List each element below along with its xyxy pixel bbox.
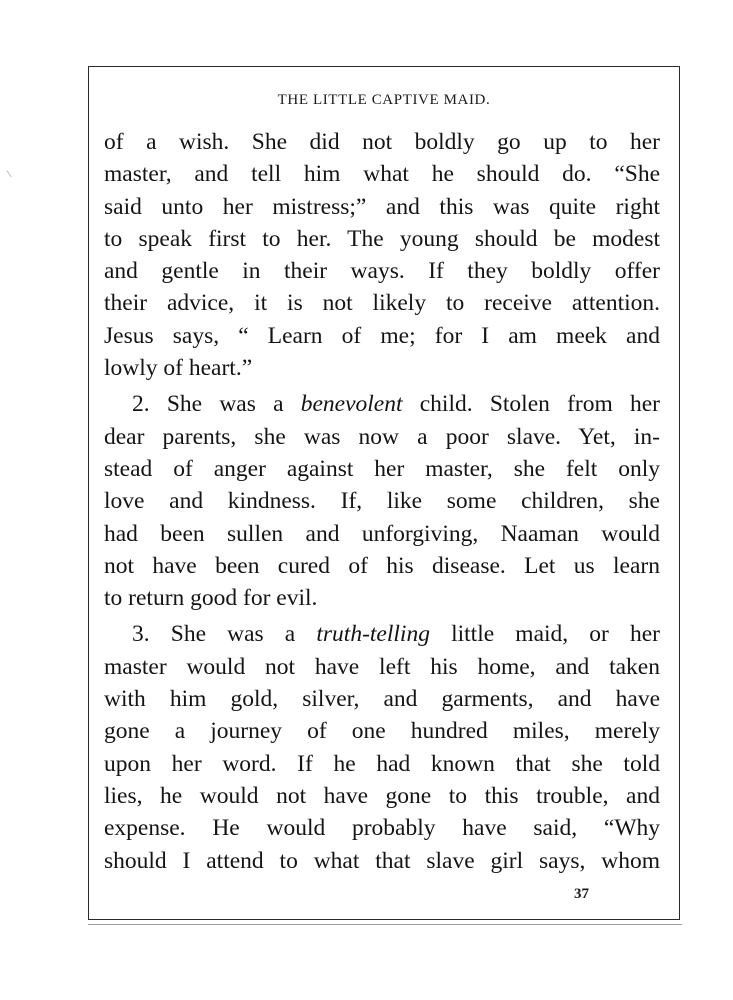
text-line: should I attend to what that slave girl says, whom xyxy=(104,847,660,874)
frame-rule-bottom xyxy=(88,924,682,925)
text-line: gone a journey of one hundred miles, merely xyxy=(104,718,660,745)
text-line: expense. He would probably have said, “Why xyxy=(104,815,660,842)
running-head: THE LITTLE CAPTIVE MAID. xyxy=(277,92,491,108)
emphasis-truth-telling: truth-telling xyxy=(316,621,430,648)
text-line: master, and tell him what he should do. “She xyxy=(104,161,660,188)
emphasis-benevolent: benevolent xyxy=(300,391,403,418)
text-run: 2. She was a xyxy=(132,391,301,418)
text-line: not have been cured of his disease. Let us learn xyxy=(104,552,660,579)
text-line: master would not have left his home, and taken xyxy=(104,653,660,680)
text-line: love and kindness. If, like some children, she xyxy=(104,488,660,515)
text-line: and gentle in their ways. If they boldly offer xyxy=(104,258,660,285)
text-line: stead of anger against her master, she felt only xyxy=(104,455,660,482)
text-line: lowly of heart.” xyxy=(104,355,253,382)
text-line: to speak first to her. The young should be modest xyxy=(104,225,660,252)
text-line: upon her word. If he had known that she told xyxy=(104,750,660,777)
margin-mark xyxy=(6,167,16,178)
text-line xyxy=(104,618,660,650)
text-run: 3. She was a xyxy=(132,621,317,648)
text-line: of a wish. She did not boldly go up to her xyxy=(104,129,660,155)
text-line: their advice, it is not likely to receive attention. xyxy=(104,290,660,317)
text-line: with him gold, silver, and garments, and have xyxy=(104,686,660,713)
text-line: to return good for evil. xyxy=(104,585,318,612)
text-line: lies, he would not have gone to this trouble, and xyxy=(104,782,660,809)
page-number: 37 xyxy=(574,886,589,902)
text-line: dear parents, she was now a poor slave. Yet, in- xyxy=(104,423,660,450)
text-run: child. Stolen from her xyxy=(402,391,660,418)
text-line xyxy=(104,388,660,420)
text-line: Jesus says, “ Learn of me; for I am meek and xyxy=(104,322,660,349)
page-body xyxy=(104,126,660,877)
text-run: little maid, or her xyxy=(429,621,660,648)
text-line: had been sullen and unforgiving, Naaman would xyxy=(104,520,660,547)
text-line: said unto her mistress;” and this was quite right xyxy=(104,193,660,220)
